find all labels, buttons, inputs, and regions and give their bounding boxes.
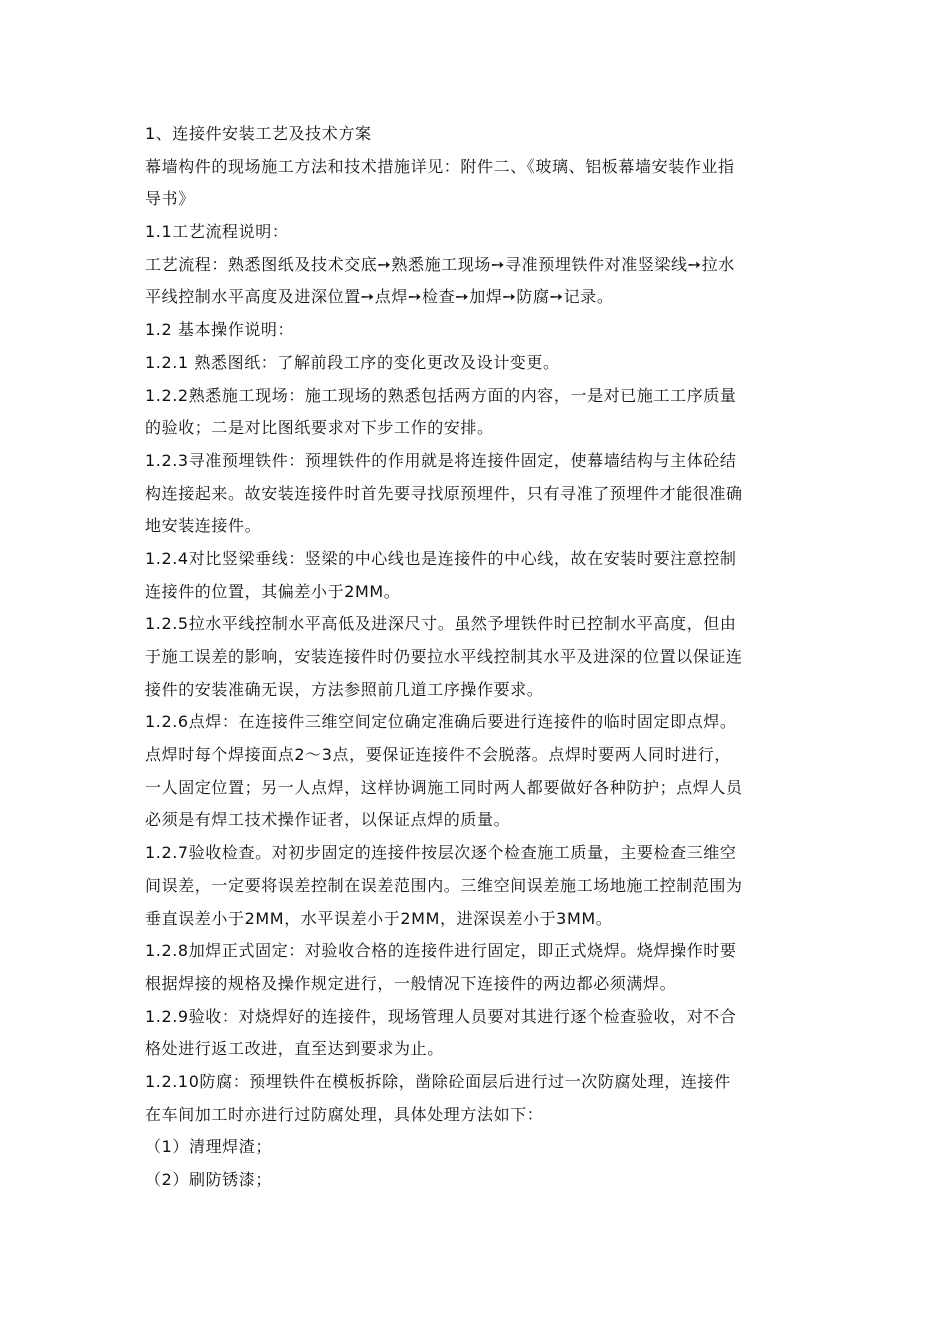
list-item: （2）刷防锈漆； <box>145 1170 272 1189</box>
list-item: （1）清理焊渣； <box>145 1137 272 1157</box>
text-line: 1.2.5拉水平线控制水平高低及进深尺寸。虽然予埋铁件时已控制水平高度，但由 <box>145 614 737 634</box>
text-line: 幕墙构件的现场施工方法和技术措施详见：附件二、《玻璃、铝板幕墙安装作业指 <box>145 156 735 176</box>
text-line: 平线控制水平高度及进深位置➙点焊➙检查➙加焊➙防腐➙记录。 <box>145 287 614 307</box>
text-line: 接件的安装准确无误，方法参照前几道工序操作要求。 <box>145 679 544 699</box>
text-line: 1.2.7验收检查。对初步固定的连接件按层次逐个检查施工质量，主要检查三维空 <box>145 843 737 863</box>
text-line: 工艺流程：熟悉图纸及技术交底➙熟悉施工现场➙寻准预埋铁件对准竖梁线➙拉水 <box>145 254 735 274</box>
text-line: 根据焊接的规格及操作规定进行，一般情况下连接件的两边都必须满焊。 <box>145 973 677 993</box>
text-line: 间误差，一定要将误差控制在误差范围内。三维空间误差施工场地施工控制范围为 <box>145 875 743 895</box>
text-line: 连接件的位置，其偏差小于2MM。 <box>145 581 401 601</box>
text-line: 地安装连接件。 <box>145 516 262 536</box>
text-line: 点焊时每个焊接面点2～3点，要保证连接件不会脱落。点焊时要两人同时进行， <box>145 745 731 765</box>
text-line: 必须是有焊工技术操作证者，以保证点焊的质量。 <box>145 810 511 830</box>
text-line: 1.2.2熟悉施工现场：施工现场的熟悉包括两方面的内容，一是对已施工工序质量 <box>145 385 737 405</box>
text-line: 1.2.9验收：对烧焊好的连接件，现场管理人员要对其进行逐个检查验收，对不合 <box>145 1006 737 1026</box>
text-line: 1.2.1 熟悉图纸：了解前段工序的变化更改及设计变更。 <box>145 352 560 372</box>
text-line: 1.2.3寻准预埋铁件：预埋铁件的作用就是将连接件固定，使幕墙结构与主体砼结 <box>145 450 737 470</box>
text-line: 格处进行返工改进，直至达到要求为止。 <box>145 1039 444 1059</box>
text-line: 1.2.4对比竖梁垂线：竖梁的中心线也是连接件的中心线，故在安装时要注意控制 <box>145 548 737 568</box>
document-body <box>145 118 813 1197</box>
text-line: 的验收；二是对比图纸要求对下步工作的安排。 <box>145 418 494 438</box>
subsection-heading: 1.2 基本操作说明： <box>145 320 295 340</box>
text-line: 垂直误差小于2MM，水平误差小于2MM，进深误差小于3MM。 <box>145 908 613 928</box>
text-line: 1.2.10防腐：预埋铁件在模板拆除，凿除砼面层后进行过一次防腐处理，连接件 <box>145 1071 731 1091</box>
subsection-heading: 1.1工艺流程说明： <box>145 222 289 242</box>
text-line: 构连接起来。故安装连接件时首先要寻找原预埋件，只有寻准了预埋件才能很准确 <box>145 483 743 503</box>
text-line: 于施工误差的影响，安装连接件时仍要拉水平线控制其水平及进深的位置以保证连 <box>145 647 743 666</box>
text-line: 一人固定位置；另一人点焊，这样协调施工同时两人都要做好各种防护；点焊人员 <box>145 777 743 797</box>
text-line: 1.2.6点焊：在连接件三维空间定位确定准确后要进行连接件的临时固定即点焊。 <box>145 712 737 732</box>
text-line: 在车间加工时亦进行过防腐处理，具体处理方法如下： <box>145 1104 544 1124</box>
text-line: 导书》 <box>145 189 195 209</box>
text-line: 1.2.8加焊正式固定：对验收合格的连接件进行固定，即正式烧焊。烧焊操作时要 <box>145 941 737 961</box>
section-heading: 1、连接件安装工艺及技术方案 <box>145 124 372 143</box>
